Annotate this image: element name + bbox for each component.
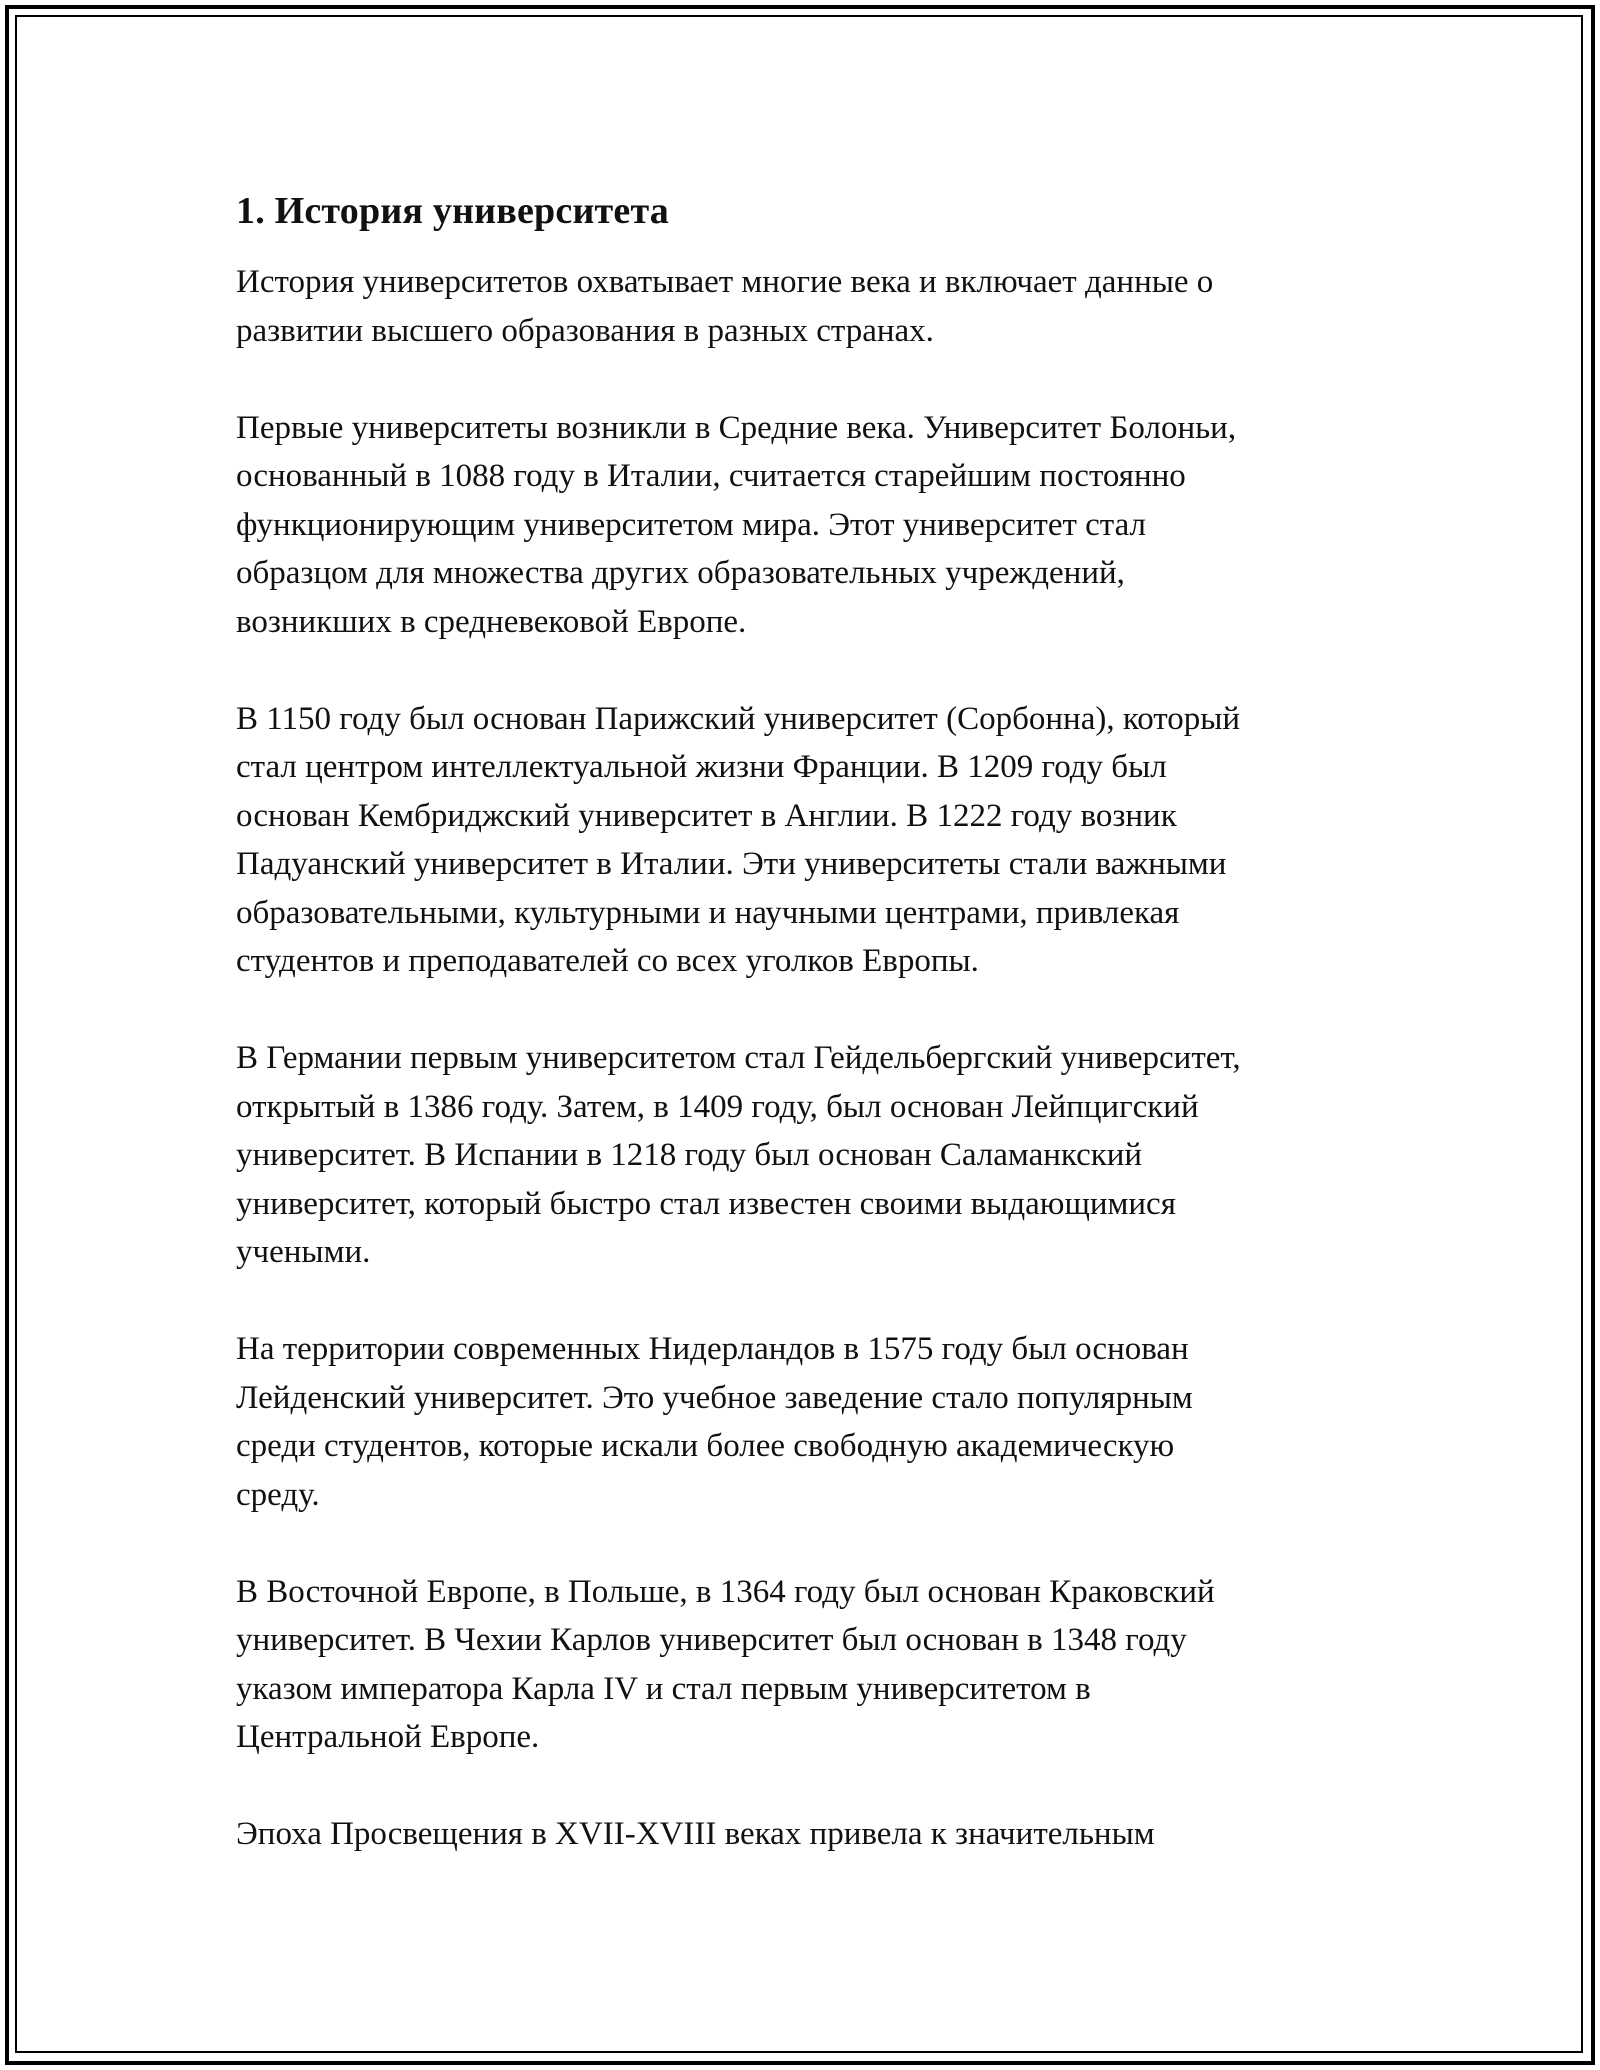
paragraph-paris-cambridge-padua: В 1150 году был основан Парижский университет (Сорбонна), который стал центром интеллектуальной жизни Франции. В 1209 году был основан Кембриджский университет в Англии. В 1222 году возник Падуанский университет в Италии. Эти университеты стали важными образовательными, культурными и научными центрами, привлекая студентов и преподавателей со всех уголков Европы.: [236, 700, 1241, 979]
section-heading: 1. История университета: [236, 190, 670, 232]
paragraph-netherlands: На территории современных Нидерландов в 1575 году был основан Лейденский университет. Это учебное заведение стало популярным среди студентов, которые искали более свободную академическую среду.: [236, 1331, 1193, 1513]
paragraph-intro: История университетов охватывает многие века и включает данные о развитии высшего образования в разных странах.: [236, 264, 1214, 349]
paragraph-bologna: Первые университеты возникли в Средние века. Университет Болоньи, основанный в 1088 году в Италии, считается старейшим постоянно функционирующим университетом мира. Этот университет стал образцом для множества других образовательных учреждений, возникших в средневековой Европе.: [236, 409, 1237, 640]
paragraph-germany-spain: В Германии первым университетом стал Гейдельбергский университет, открытый в 1386 году. Затем, в 1409 году, был основан Лейпцигский университет. В Испании в 1218 году был основан Саламанкский университет, который быстро стал известен своими выдающимися учеными.: [236, 1040, 1241, 1270]
paragraph-enlightenment: Эпоха Просвещения в XVII-XVIII веках привела к значительным: [236, 1816, 1155, 1852]
paragraph-eastern-europe: В Восточной Европе, в Польше, в 1364 году был основан Краковский университет. В Чехии Карлов университет был основан в 1348 году указом императора Карла IV и стал первым университетом в Центральной Европе.: [236, 1573, 1215, 1755]
document-body: [236, 186, 1416, 1907]
